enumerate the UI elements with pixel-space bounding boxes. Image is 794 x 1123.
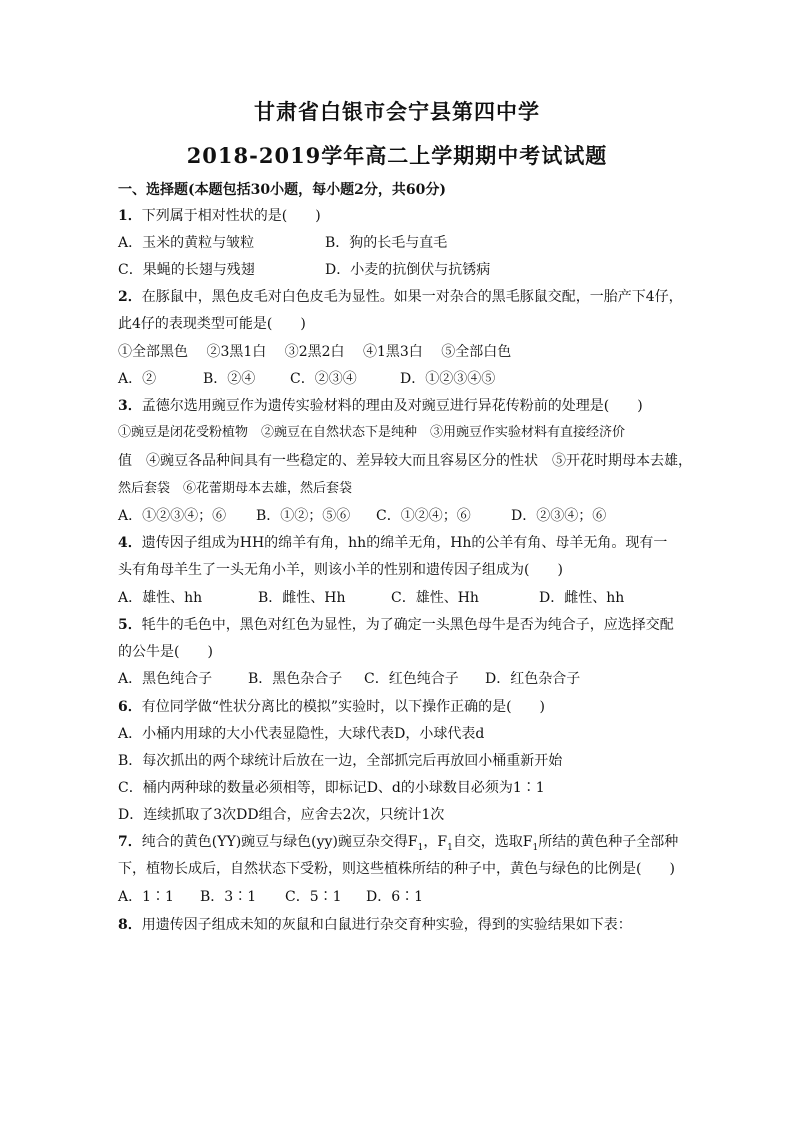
question-stem: 在豚鼠中，黑色皮毛对白色皮毛为显性。如果一对杂合的黑毛豚鼠交配，一胎产下4仔， (141, 289, 683, 305)
q1-option-d: D．小麦的抗倒伏与抗锈病 (325, 262, 491, 278)
q6-option-c: C．桶内两种球的数量必须相等，即标记D、d的小球数目必须为1∶1 (118, 780, 545, 796)
q3-option-a: A．①②③④；⑥ (118, 508, 227, 524)
q2-option-c: C．②③④ (290, 371, 357, 387)
q7-option-a: A．1∶1 (118, 889, 174, 905)
subscript: 1 (417, 842, 424, 853)
q3-option-d: D．②③④；⑥ (511, 508, 607, 524)
document-title-school: 甘肃省白银市会宁县第四中学 (254, 99, 540, 124)
question-number: 5． (118, 617, 142, 633)
q2-items: ①全部黑色 ②3黑1白 ③2黑2白 ④1黑3白 ⑤全部白色 (118, 344, 512, 360)
q5-option-a: A．黑色纯合子 (118, 671, 213, 687)
q6-option-b: B．每次抓出的两个球统计后放在一边，全部抓完后再放回小桶重新开始 (118, 753, 563, 769)
q4-option-d: D．雌性、hh (539, 590, 625, 606)
q7-stem-continued: 下，植物长成后，自然状态下受粉，则这些植株所结的种子中，黄色与绿色的比例是( ) (118, 861, 675, 877)
q2-option-a: A．② (118, 371, 157, 387)
question-number: 4． (118, 535, 142, 551)
q3-items-line1: ①豌豆是闭花受粉植物 ②豌豆在自然状态下是纯种 ③用豌豆作实验材料有直接经济价 (118, 425, 626, 440)
question-number: 2． (118, 289, 142, 305)
subscript: 1 (532, 842, 539, 853)
q5-option-b: B．黑色杂合子 (248, 671, 343, 687)
subscript: 1 (447, 842, 453, 853)
question-1 (118, 206, 321, 226)
question-stem: 牦牛的毛色中，黑色对红色为显性，为了确定一头黑色母牛是否为纯合子，应选择交配 (141, 617, 674, 633)
q4-option-c: C．雄性、Hh (391, 590, 479, 606)
question-number: 7． (118, 834, 142, 850)
question-number: 1． (118, 208, 142, 224)
q3-items-line3: 然后套袋 ⑥花蕾期母本去雄，然后套袋 (118, 481, 353, 496)
document-title-exam: 2018-2019学年高二上学期期中考试试题 (186, 143, 608, 168)
question-7 (118, 832, 678, 858)
q1-option-c: C．果蝇的长翅与残翅 (118, 262, 255, 278)
q6-option-d: D．连续抓取了3次DD组合，应舍去2次，只统计1次 (118, 807, 445, 823)
q3-option-c: C．①②④；⑥ (376, 508, 471, 524)
q1-option-a: A．玉米的黄粒与皱粒 (118, 235, 255, 251)
q2-option-b: B．②④ (203, 371, 256, 387)
q4-stem-continued: 头有角母羊生了一头无角小羊，则该小羊的性别和遗传因子组成为( ) (118, 562, 563, 578)
q6-option-a: A．小桶内用球的大小代表显隐性，大球代表D，小球代表d (118, 726, 485, 742)
q5-option-d: D．红色杂合子 (485, 671, 581, 687)
question-stem: 用遗传因子组成未知的灰鼠和白鼠进行杂交育种实验，得到的实验结果如下表： (141, 917, 632, 933)
question-stem: 遗传因子组成为HH的绵羊有角，hh的绵羊无角，Hh的公羊有角、母羊无角。现有一 (141, 535, 668, 551)
q3-option-b: B．①②；⑤⑥ (256, 508, 351, 524)
q7-option-d: D．6∶1 (366, 889, 424, 905)
q2-option-d: D．①②③④⑤ (400, 371, 496, 387)
question-8 (118, 915, 632, 935)
question-stem: 自交，选取F (452, 834, 533, 850)
q5-stem-continued: 的公牛是( ) (118, 644, 213, 660)
question-number: 3． (118, 398, 142, 414)
question-4 (118, 533, 667, 553)
question-stem: 孟德尔选用豌豆作为遗传实验材料的理由及对豌豆进行异花传粉前的处理是( ) (141, 398, 643, 414)
question-stem: 有位同学做“性状分离比的模拟”实验时，以下操作正确的是( ) (141, 699, 545, 715)
q3-items-line2: 值 ④豌豆各品种间具有一些稳定的、差异较大而且容易区分的性状 ⑤开花时期母本去雄， (118, 453, 692, 469)
question-6 (118, 697, 545, 717)
q4-option-a: A．雄性、hh (118, 590, 203, 606)
q7-option-b: B．3∶1 (200, 889, 257, 905)
question-3 (118, 396, 643, 416)
question-stem: 纯合的黄色(YY)豌豆与绿色(yy)豌豆杂交得F (141, 834, 418, 850)
question-stem: 所结的黄色种子全部种 (538, 834, 679, 850)
question-2 (118, 287, 683, 307)
question-stem: 下列属于相对性状的是( ) (141, 208, 321, 224)
q7-option-c: C．5∶1 (285, 889, 342, 905)
q1-option-b: B．狗的长毛与直毛 (325, 235, 448, 251)
question-5 (118, 615, 674, 635)
section-heading: 一、选择题(本题包括30小题，每小题2分，共60分) (118, 182, 446, 198)
q2-stem-continued: 此4仔的表现类型可能是( ) (118, 316, 306, 332)
q5-option-c: C．红色纯合子 (364, 671, 459, 687)
question-number: 6． (118, 699, 142, 715)
question-stem: ，F (423, 834, 448, 850)
question-number: 8． (118, 917, 142, 933)
q4-option-b: B．雌性、Hh (258, 590, 346, 606)
